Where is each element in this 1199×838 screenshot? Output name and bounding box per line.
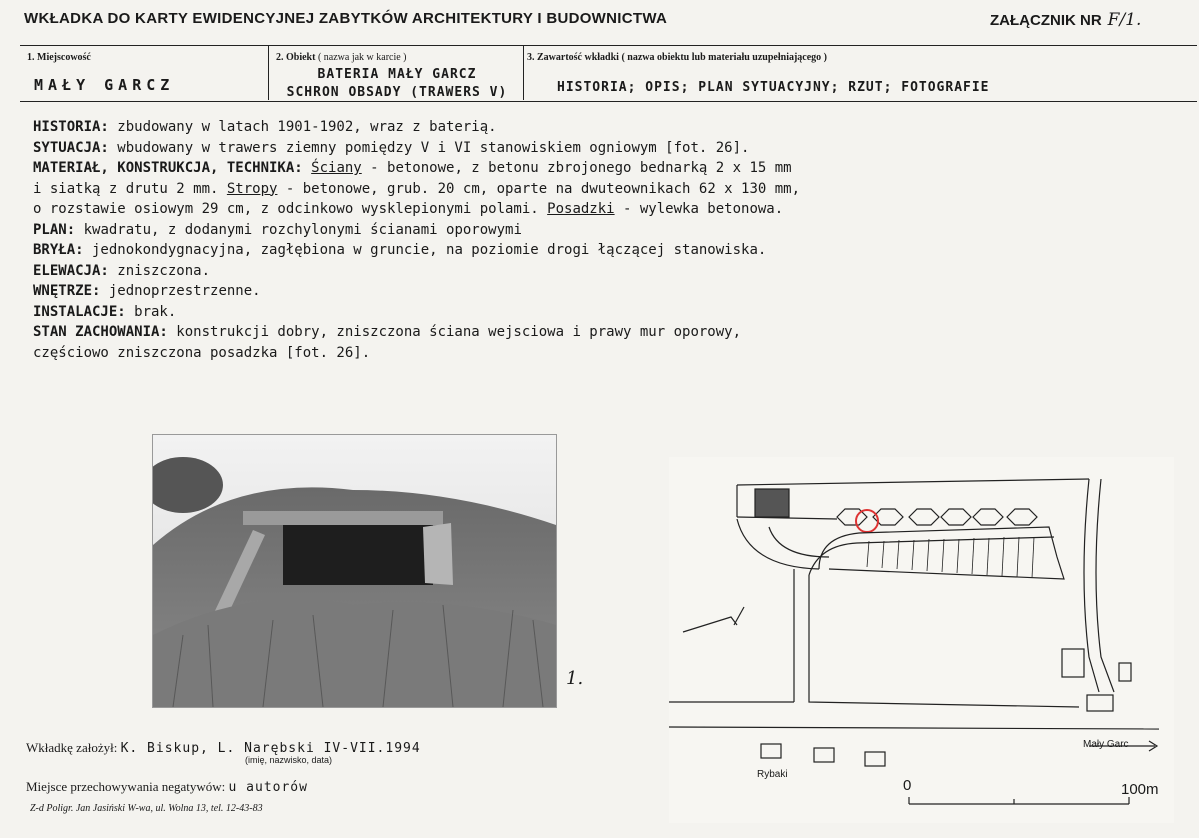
created-by [26,740,421,765]
created-sub: (imię, nazwisko, data) [245,755,333,765]
photo-number: 1. [566,668,584,689]
negatives-value: u autorów [228,780,308,795]
field-divider [523,45,524,100]
field-value-contents: HISTORIA; OPIS; PLAN SYTUACYJNY; RZUT; FOTOGRAFIE [557,80,990,95]
field-value-locality: MAŁY GARCZ [34,76,175,94]
document-title: WKŁADKA DO KARTY EWIDENCYJNEJ ZABYTKÓW ARCHITEKTURY I BUDOWNICTWA [24,10,668,27]
scale-start: 0 [903,777,912,794]
field-value-object: BATERIA MAŁY GARCZ SCHRON OBSADY (TRAWERS V) [286,67,508,100]
field-caption-locality: 1. Miejscowość [27,52,91,63]
attachment-label: ZAŁĄCZNIK NR [990,12,1102,29]
bunker-photo [152,434,557,708]
site-plan [669,457,1174,823]
created-label: Wkładkę założył: [26,740,118,755]
created-value: K. Biskup, L. Narębski IV-VII.1994 [120,741,421,756]
road-label: Mały Garc [1083,739,1129,750]
printer-imprint: Z-d Poligr. Jan Jasiński W-wa, ul. Wolna 13, tel. 12-43-83 [30,803,263,814]
field-divider [268,45,269,100]
attachment-value: F/1. [1107,10,1142,30]
field-caption-contents: 3. Zawartość wkładki ( nazwa obiektu lub materiału uzupełniającego ) [527,52,828,63]
scale-end: 100m [1121,781,1159,798]
attachment-number [990,10,1141,30]
negatives-label: Miejsce przechowywania negatywów: [26,779,226,794]
description-text: HISTORIA: zbudowany w latach 1901-1902, wraz z baterią. SYTUACJA: wbudowany w trawers ziemny pomiędzy V i VI stanowiskiem ogniowym [fot. 26]. MATERIAŁ, KONSTRUKCJA, TECHNIKA: Ściany - betonowe, z betonu zbrojonego bednarką 2 x 15 mm i siatką z drutu 2 mm. Stropy - betonowe, grub. 20 cm, oparte na dwuteownikach 62 x 130 mm, o rozstawie osiowym 29 cm, z odcinkowo wysklepionymi polami. Posadzki - wylewka betonowa. PLAN: kwadratu, z dodanymi rozchylonymi ścianami oporowymi BRYŁA: jednokondygnacyjna, zagłębiona w gruncie, na poziomie drogi łączącej stanowiska. ELEWACJA: zniszczona. WNĘTRZE: jednoprzestrzenne. INSTALACJE: brak. STAN ZACHOWANIA: konstrukcji dobry, zniszczona ściana wejsciowa i prawy mur oporowy, częściowo zniszczona posadzka [fot. 26]. [33,119,801,361]
negatives-location [26,779,308,795]
field-caption-object: 2. Obiekt ( nazwa jak w karcie ) [276,52,407,63]
village-label: Rybaki [757,769,788,780]
